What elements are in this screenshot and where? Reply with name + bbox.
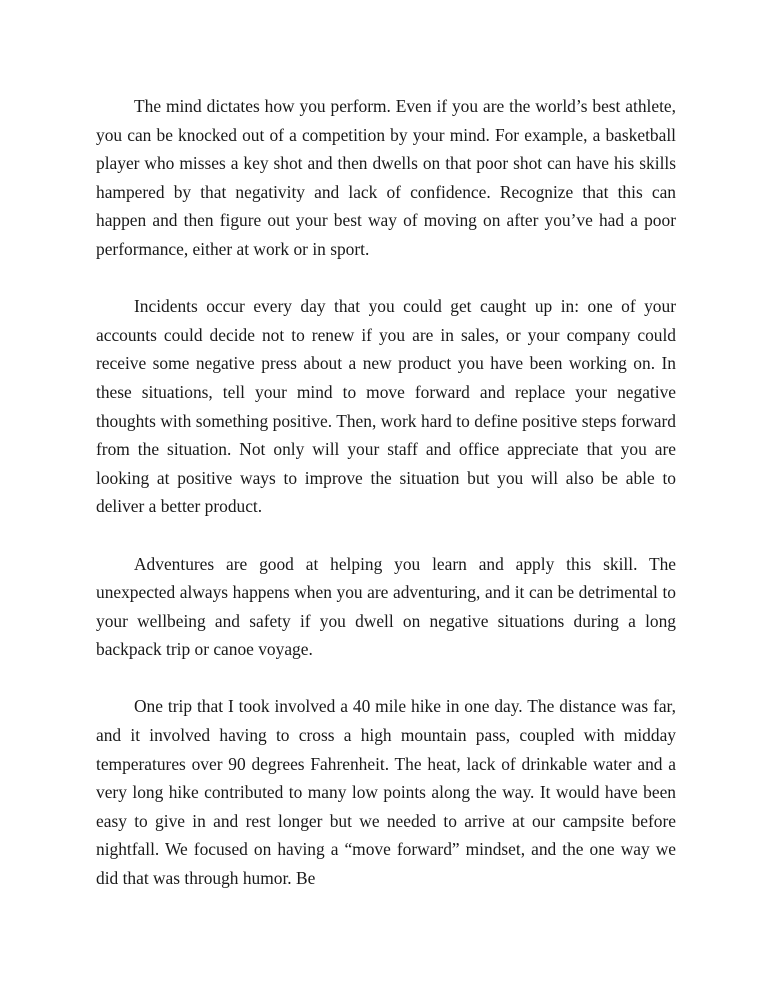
paragraph-one-trip: One trip that I took involved a 40 mile hike in one day. The distance was far, and it involved having to cross a high mountain pass, coupled with midday temperatures over 90 degrees Fahrenheit. The heat, lack of drinkable water and a very long hike contributed to many low points along the way. It would have been easy to give in and rest longer but we needed to arrive at our campsite before nightfall. We focused on having a “move forward” mindset, and the one way we did that was through humor. Be (96, 696, 676, 889)
paragraph-mind-dictates: The mind dictates how you perform. Even if you are the world’s best athlete, you can be knocked out of a competition by your mind. For example, a basketball player who misses a key shot and then dwells on that poor shot can have his skills hampered by that negativity and lack of confidence. Recognize that this can happen and then figure out your best way of moving on after you’ve had a poor performance, either at work or in sport. (96, 96, 676, 259)
paragraph-incidents: Incidents occur every day that you could get caught up in: one of your accounts could decide not to renew if you are in sales, or your company could receive some negative press about a new product you have been working on. In these situations, tell your mind to move forward and replace your negative thoughts with something positive. Then, work hard to define positive steps forward from the situation. Not only will your staff and office appreciate that you are looking at positive ways to improve the situation but you will also be able to deliver a better product. (96, 296, 676, 517)
document-page (96, 92, 676, 893)
paragraph-adventures: Adventures are good at helping you learn and apply this skill. The unexpected always happens when you are adventuring, and it can be detrimental to your wellbeing and safety if you dwell on negative situations during a long backpack trip or canoe voyage. (96, 553, 676, 660)
